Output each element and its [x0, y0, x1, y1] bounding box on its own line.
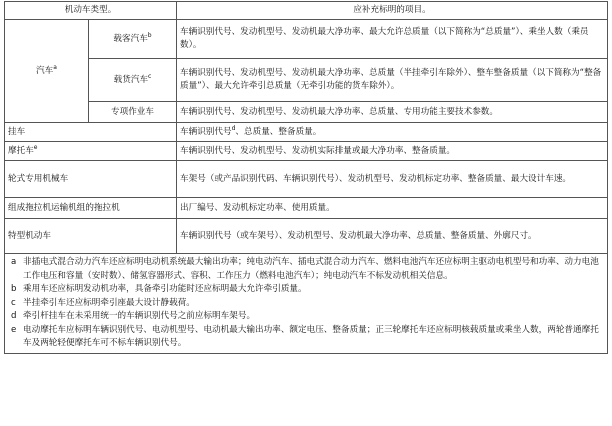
category-trailer: 挂车 [5, 123, 177, 142]
note-e [11, 324, 601, 351]
subcategory-cargo-label: 载货汽车 [113, 74, 149, 85]
items-special: 车辆识别代号、发动机型号、发动机最大净功率、总质量、专用功能主要技术参数。 [177, 102, 608, 123]
note-mark: c [11, 297, 16, 308]
note-text: 半挂牵引车还应标明牵引座最大设计静载荷。 [23, 297, 195, 308]
table-row-car-special [5, 102, 608, 123]
subcategory-cargo-sup: c [148, 72, 152, 80]
table-row-trailer [5, 123, 608, 142]
note-mark: a [11, 257, 17, 267]
items-trailer-main: 车辆识别代号 [180, 126, 232, 137]
items-trailer-sup: d [231, 124, 236, 132]
category-motorcycle-label: 摩托车 [8, 145, 34, 156]
header-category: 机动车类型。 [5, 2, 177, 20]
items-passenger: 车辆识别代号、发动机型号、发动机最大净功率、最大允许总质量（以下简称为“总质量”）、乘坐人数（乘员数）。 [177, 20, 608, 59]
subcategory-special: 专项作业车 [89, 102, 177, 123]
subcategory-cargo [89, 59, 177, 102]
table-header-row [5, 2, 608, 20]
subcategory-passenger-label: 载客汽车 [113, 33, 148, 44]
table-row-special-vehicle [5, 219, 608, 254]
items-tractor: 出厂编号、发动机标定功率、使用质量。 [177, 198, 608, 219]
category-special-vehicle: 特型机动车 [5, 219, 177, 254]
category-tractor: 组成拖拉机运输机组的拖拉机 [5, 198, 177, 219]
note-text: 非插电式混合动力汽车还应标明电动机系统最大输出功率；纯电动汽车、插电式混合动力汽车、燃料电池汽车还应标明主驱动电机型号和功率、动力电池工作电压和容量（安时数）、储氢容器形式、容积、工作压力（燃料电池汽车）；纯电动汽车不标发动机相关信息。 [23, 257, 599, 281]
category-wheeled: 轮式专用机械车 [5, 161, 177, 198]
note-b [11, 283, 601, 297]
category-motorcycle-sup: e [33, 143, 38, 151]
vehicle-marking-table-page [4, 1, 607, 423]
note-d [11, 310, 601, 324]
vehicle-marking-table [4, 1, 608, 354]
subcategory-passenger [89, 20, 177, 59]
note-mark: e [11, 324, 17, 335]
table-notes-row [5, 254, 608, 354]
table-row-car-passenger [5, 20, 608, 59]
note-text: 电动摩托车应标明车辆识别代号、电动机型号、电动机最大输出功率、额定电压、整备质量；正三轮摩托车还应标明核载质量或乘坐人数，两轮普通摩托车及两轮轻便摩托车可不标车辆识别代号。 [23, 324, 599, 348]
category-car-sup: a [53, 63, 57, 71]
items-trailer [177, 123, 608, 142]
category-car-label: 汽车 [36, 65, 54, 76]
category-car [5, 20, 89, 123]
items-wheeled: 车架号（或产品识别代码、车辆识别代号）、发动机型号、发动机标定功率、整备质量、最大设计车速。 [177, 161, 608, 198]
table-row-tractor [5, 198, 608, 219]
note-a [11, 256, 601, 283]
items-cargo: 车辆识别代号、发动机型号、发动机最大净功率、总质量（半挂牵引车除外）、整车整备质量（以下简称为“整备质量”）、最大允许牵引总质量（无牵引功能的货车除外）。 [177, 59, 608, 102]
table-notes [5, 254, 608, 354]
note-mark: d [11, 311, 17, 321]
note-c [11, 297, 601, 311]
items-trailer-rest: 、总质量、整备质量。 [235, 126, 322, 137]
category-motorcycle [5, 142, 177, 161]
table-row-motorcycle [5, 142, 608, 161]
subcategory-passenger-sup: b [147, 31, 152, 39]
note-mark: b [11, 284, 17, 294]
note-text: 乘用车还应标明发动机功率，具备牵引功能时还应标明最大允许牵引质量。 [23, 284, 307, 294]
note-text: 牵引杆挂车在未采用统一的车辆识别代号之前应标明车架号。 [23, 311, 256, 321]
items-special-vehicle: 车辆识别代号（或车架号）、发动机型号、发动机最大净功率、总质量、整备质量、外廓尺寸。 [177, 219, 608, 254]
header-items: 应补充标明的项目。 [177, 2, 608, 20]
table-row-car-cargo [5, 59, 608, 102]
table-row-wheeled [5, 161, 608, 198]
items-motorcycle: 车辆识别代号、发动机型号、发动机实际排量或最大净功率、整备质量。 [177, 142, 608, 161]
